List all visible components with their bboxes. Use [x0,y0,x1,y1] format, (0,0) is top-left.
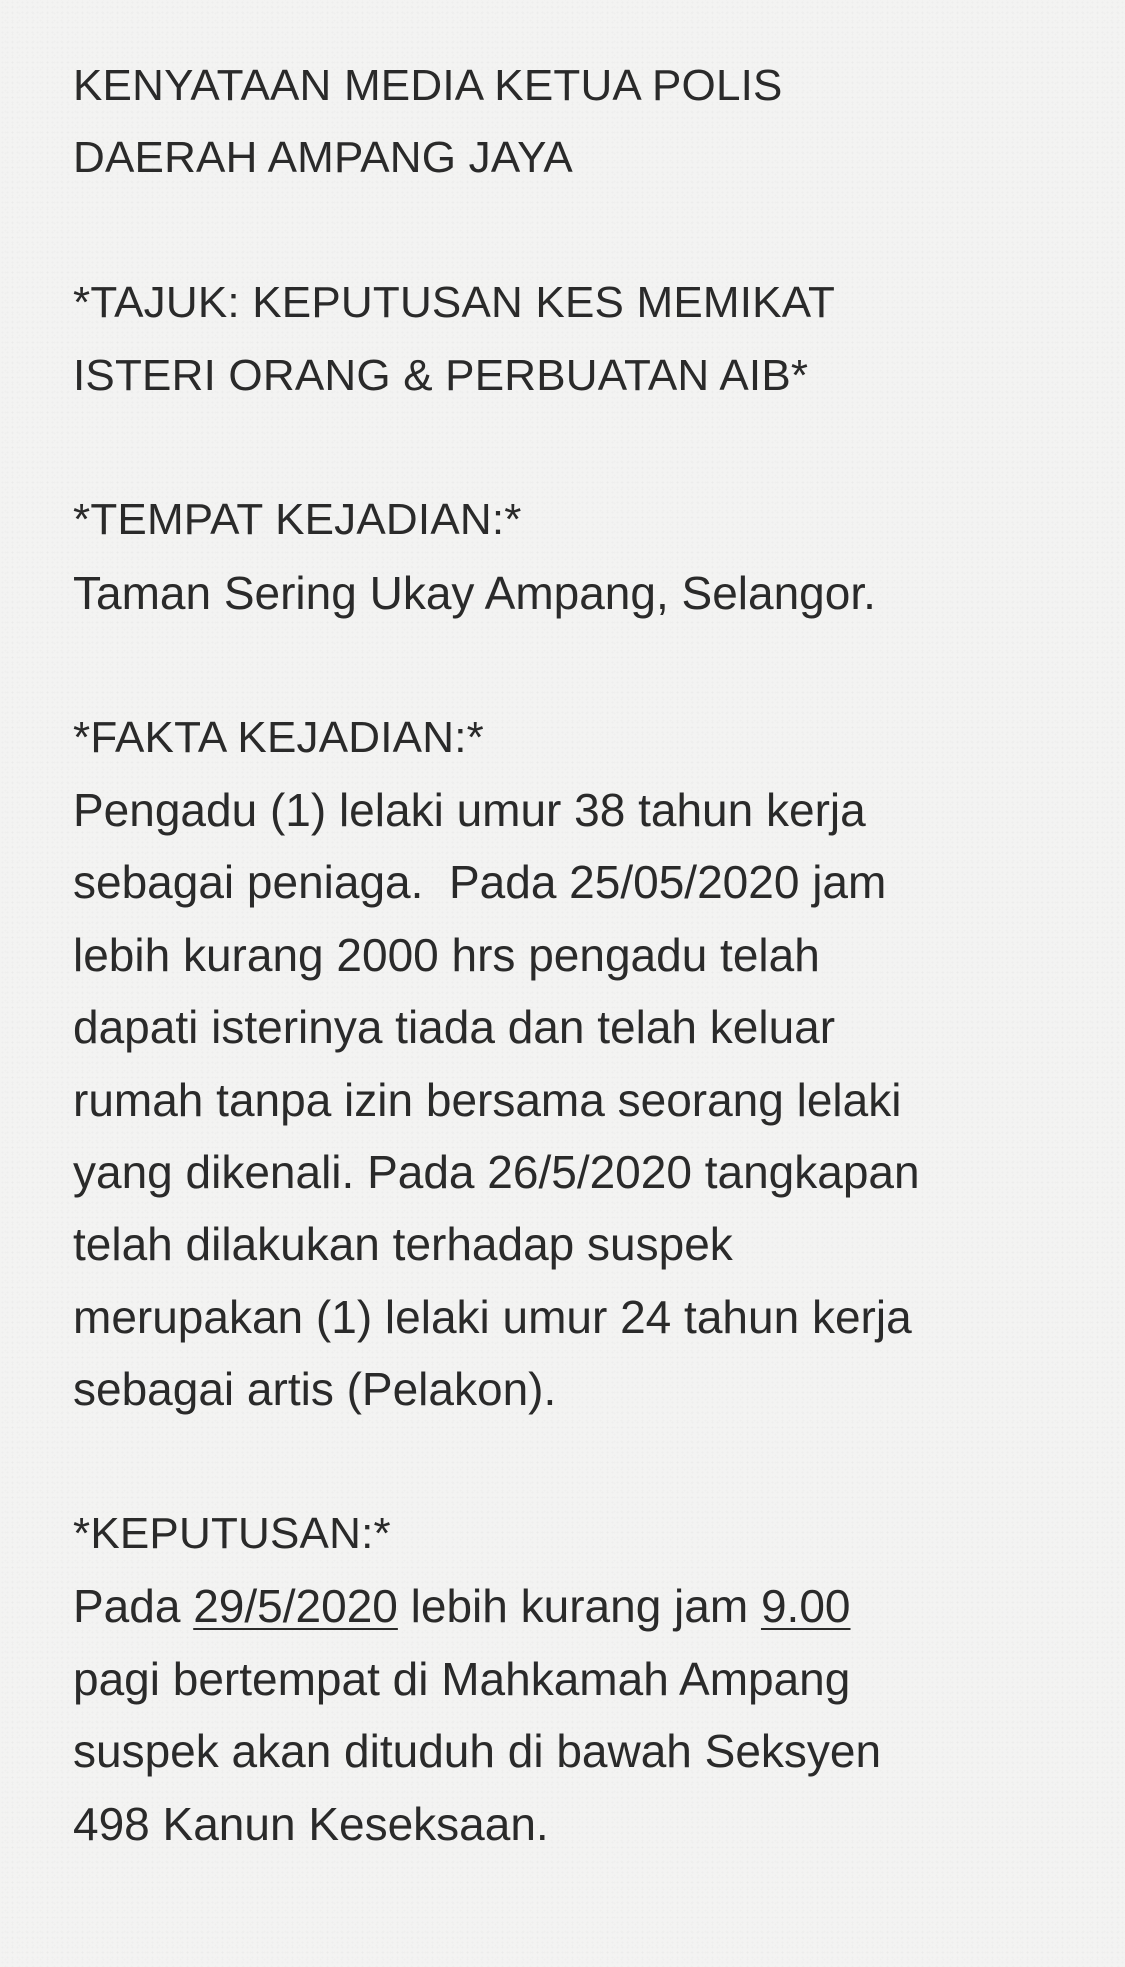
blank-line [73,629,1073,701]
keputusan-line: 498 Kanun Keseksaan. [73,1797,549,1850]
fakta-line: lebih kurang 2000 hrs pengadu telah [73,928,820,981]
fakta-line: dapati isterinya tiada dan telah keluar [73,1001,836,1054]
fakta-line: sebagai peniaga. Pada 25/05/2020 jam [73,856,887,909]
fakta-line: yang dikenali. Pada 26/5/2020 tangkapan [73,1146,920,1199]
fakta-line: telah dilakukan terhadap suspek [73,1218,733,1271]
note-body[interactable] [73,50,1073,1860]
tempat-value: Taman Sering Ukay Ampang, Selangor. [73,566,876,619]
tajuk-line-1: *TAJUK: KEPUTUSAN KES MEMIKAT [73,278,836,328]
header-line-1: KENYATAAN MEDIA KETUA POLIS [73,61,783,110]
tajuk-line-2: ISTERI ORANG & PERBUATAN AIB* [73,350,809,400]
keputusan-line: pagi bertempat di Mahkamah Ampang [73,1652,851,1705]
keputusan-line: suspek akan dituduh di bawah Seksyen [73,1725,882,1778]
keputusan-middle: lebih kurang jam [397,1580,761,1633]
fakta-line: merupakan (1) lelaki umur 24 tahun kerja [73,1290,912,1343]
fakta-heading: *FAKTA KEJADIAN:* [73,712,484,762]
keputusan-line [73,1570,1073,1642]
blank-line [73,1426,1073,1498]
tempat-heading: *TEMPAT KEJADIAN:* [73,495,522,545]
date-link[interactable]: 29/5/2020 [193,1580,398,1633]
fakta-line: sebagai artis (Pelakon). [73,1363,557,1416]
blank-line [73,412,1073,484]
keputusan-prefix: Pada [73,1580,194,1633]
fakta-line: Pengadu (1) lelaki umur 38 tahun kerja [73,784,866,837]
keputusan-heading: *KEPUTUSAN:* [73,1509,391,1559]
time-link[interactable]: 9.00 [760,1580,851,1633]
blank-line [73,195,1073,267]
header-line-2: DAERAH AMPANG JAYA [73,133,573,183]
fakta-line: rumah tanpa izin bersama seorang lelaki [73,1073,902,1126]
